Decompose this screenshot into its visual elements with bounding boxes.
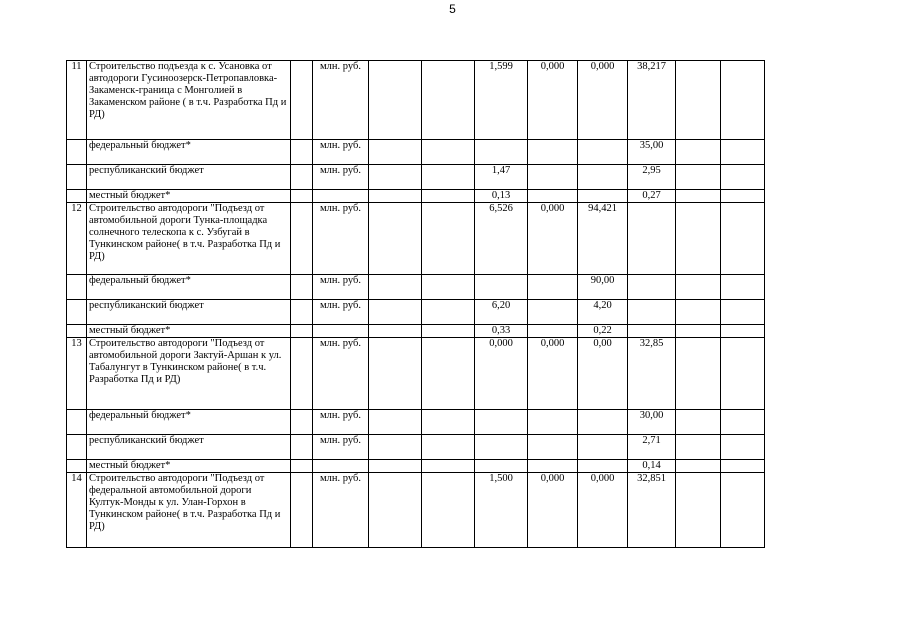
value-cell [578,435,628,460]
row-description-cell: местный бюджет* [87,325,291,338]
value-cell [628,275,676,300]
value-cell [676,435,721,460]
row-description-cell: республиканский бюджет [87,165,291,190]
value-cell: 32,85 [628,338,676,410]
table-row [67,410,765,435]
value-cell [475,460,528,473]
value-cell [422,165,475,190]
unit-cell: млн. руб. [313,435,369,460]
value-cell [578,165,628,190]
table-row [67,140,765,165]
row-description-cell: республиканский бюджет [87,435,291,460]
value-cell [721,275,765,300]
value-cell: 6,20 [475,300,528,325]
value-cell [422,275,475,300]
value-cell [475,435,528,460]
row-description-cell: Строительство автодороги "Подъезд от автомобильной дороги Тунка-площадка солнечного телескопа к с. Узбугай в Тункинском районе( в т.ч. Разработка Пд и РД) [87,203,291,275]
value-cell [528,410,578,435]
value-cell [369,275,422,300]
value-cell [676,61,721,140]
value-cell [676,338,721,410]
unit-cell: млн. руб. [313,300,369,325]
value-cell: 0,000 [578,61,628,140]
table-row [67,473,765,548]
value-cell [578,140,628,165]
value-cell [475,410,528,435]
blank-cell [291,203,313,275]
value-cell [721,300,765,325]
value-cell [422,338,475,410]
value-cell [721,473,765,548]
unit-cell: млн. руб. [313,275,369,300]
row-description-cell: федеральный бюджет* [87,140,291,165]
value-cell: 94,421 [578,203,628,275]
value-cell: 2,71 [628,435,676,460]
row-number-cell [67,300,87,325]
value-cell [528,325,578,338]
table-row [67,300,765,325]
table-row [67,460,765,473]
value-cell [721,410,765,435]
value-cell [628,325,676,338]
value-cell [528,165,578,190]
value-cell [369,203,422,275]
value-cell [721,190,765,203]
value-cell: 32,851 [628,473,676,548]
table-row [67,61,765,140]
value-cell [475,140,528,165]
value-cell [676,473,721,548]
blank-cell [291,190,313,203]
value-cell [369,410,422,435]
value-cell: 0,00 [578,338,628,410]
value-cell [676,165,721,190]
value-cell: 0,000 [528,61,578,140]
value-cell [528,460,578,473]
row-number-cell: 14 [67,473,87,548]
value-cell [721,165,765,190]
value-cell: 0,13 [475,190,528,203]
row-number-cell [67,435,87,460]
value-cell [721,325,765,338]
table-row [67,325,765,338]
table-row [67,338,765,410]
value-cell [676,275,721,300]
blank-cell [291,275,313,300]
unit-cell: млн. руб. [313,410,369,435]
table-row [67,190,765,203]
value-cell [369,338,422,410]
value-cell: 0,000 [475,338,528,410]
value-cell [721,140,765,165]
value-cell [369,460,422,473]
row-number-cell [67,325,87,338]
value-cell: 0,33 [475,325,528,338]
blank-cell [291,338,313,410]
row-description-cell: федеральный бюджет* [87,410,291,435]
value-cell: 0,22 [578,325,628,338]
row-number-cell [67,460,87,473]
blank-cell [291,460,313,473]
blank-cell [291,325,313,338]
row-description-cell: местный бюджет* [87,460,291,473]
table-row [67,203,765,275]
value-cell [721,460,765,473]
row-number-cell [67,165,87,190]
value-cell [676,140,721,165]
table-row [67,275,765,300]
value-cell [528,300,578,325]
table-row [67,165,765,190]
value-cell [628,300,676,325]
value-cell [369,325,422,338]
value-cell [422,140,475,165]
blank-cell [291,165,313,190]
value-cell [721,61,765,140]
value-cell [369,140,422,165]
value-cell: 1,599 [475,61,528,140]
value-cell [578,410,628,435]
value-cell [422,460,475,473]
row-number-cell: 13 [67,338,87,410]
row-number-cell [67,410,87,435]
value-cell [369,473,422,548]
value-cell [422,473,475,548]
unit-cell [313,190,369,203]
value-cell: 6,526 [475,203,528,275]
value-cell: 2,95 [628,165,676,190]
value-cell: 35,00 [628,140,676,165]
value-cell [422,300,475,325]
row-description-cell: Строительство автодороги "Подъезд от федеральной автомобильной дороги Култук-Монды к ул. Улан-Горхон в Тункинском районе( в т.ч. Разработка Пд и РД) [87,473,291,548]
value-cell: 0,000 [578,473,628,548]
value-cell [369,61,422,140]
value-cell [676,325,721,338]
value-cell [676,203,721,275]
value-cell: 38,217 [628,61,676,140]
value-cell: 1,47 [475,165,528,190]
blank-cell [291,300,313,325]
value-cell [528,275,578,300]
value-cell: 0,000 [528,203,578,275]
value-cell [422,435,475,460]
unit-cell: млн. руб. [313,165,369,190]
blank-cell [291,473,313,548]
unit-cell: млн. руб. [313,61,369,140]
row-description-cell: Строительство автодороги "Подъезд от автомобильной дороги Зактуй-Аршан к ул. Табалунгут в Тункинском районе( в т.ч. Разработка Пд и РД) [87,338,291,410]
value-cell [369,435,422,460]
blank-cell [291,410,313,435]
row-number-cell [67,190,87,203]
unit-cell: млн. руб. [313,140,369,165]
value-cell [578,190,628,203]
value-cell [528,435,578,460]
value-cell [369,190,422,203]
value-cell: 90,00 [578,275,628,300]
row-description-cell: федеральный бюджет* [87,275,291,300]
value-cell [676,300,721,325]
value-cell [528,140,578,165]
budget-table [66,60,765,548]
value-cell [721,435,765,460]
value-cell [676,410,721,435]
row-number-cell [67,275,87,300]
value-cell [628,203,676,275]
value-cell [676,190,721,203]
table-row [67,435,765,460]
page-number: 5 [449,2,456,16]
row-description-cell: республиканский бюджет [87,300,291,325]
value-cell [528,190,578,203]
value-cell: 0,14 [628,460,676,473]
row-number-cell: 12 [67,203,87,275]
value-cell [422,61,475,140]
value-cell [422,203,475,275]
value-cell: 0,27 [628,190,676,203]
blank-cell [291,435,313,460]
table-body [67,61,765,548]
value-cell [369,300,422,325]
row-number-cell [67,140,87,165]
row-number-cell: 11 [67,61,87,140]
value-cell [369,165,422,190]
unit-cell [313,460,369,473]
value-cell [475,275,528,300]
value-cell [676,460,721,473]
blank-cell [291,140,313,165]
value-cell: 4,20 [578,300,628,325]
value-cell [721,203,765,275]
unit-cell: млн. руб. [313,203,369,275]
value-cell [422,410,475,435]
value-cell: 1,500 [475,473,528,548]
row-description-cell: Строительство подъезда к с. Усановка от автодороги Гусиноозерск-Петропавловка-Закаменск-граница с Монголией в Закаменском районе ( в т.ч. Разработка Пд и РД) [87,61,291,140]
unit-cell: млн. руб. [313,473,369,548]
value-cell [578,460,628,473]
unit-cell: млн. руб. [313,338,369,410]
value-cell [422,190,475,203]
value-cell: 30,00 [628,410,676,435]
row-description-cell: местный бюджет* [87,190,291,203]
unit-cell [313,325,369,338]
blank-cell [291,61,313,140]
value-cell [721,338,765,410]
value-cell: 0,000 [528,338,578,410]
value-cell: 0,000 [528,473,578,548]
value-cell [422,325,475,338]
